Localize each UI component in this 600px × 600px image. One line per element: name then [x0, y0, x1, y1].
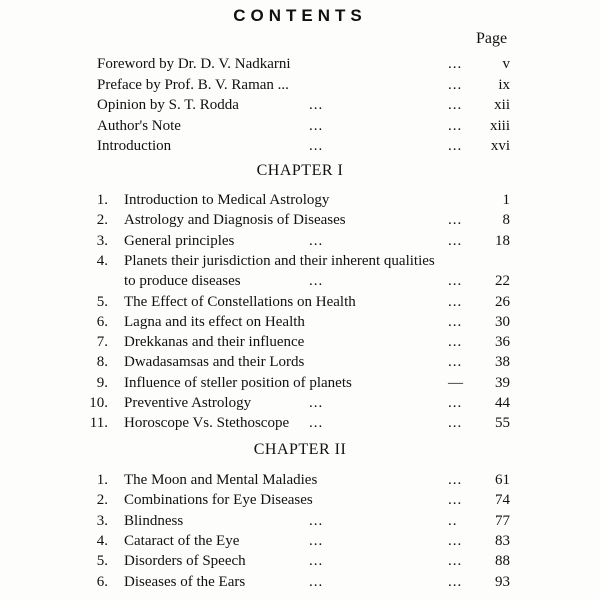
leader-dots: ... — [309, 117, 324, 134]
entry-title: The Moon and Mental Maladies — [124, 472, 318, 488]
page-number: 39 — [495, 374, 510, 391]
entry-title: Diseases of the Ears — [124, 573, 246, 590]
toc-entry — [0, 231, 600, 251]
entry-number: 4. — [96, 252, 108, 269]
entry-number: 8. — [96, 354, 108, 371]
entry-title: Dwadasamsas and their Lords — [124, 354, 305, 371]
entry-title: Astrology and Diagnosis of Diseases — [124, 212, 346, 229]
entry-number: 1. — [96, 192, 108, 208]
entry-title: Foreword by Dr. D. V. Nadkarni — [97, 56, 291, 72]
leader-dots: ... — [448, 273, 463, 290]
entry-title: to produce diseases — [124, 273, 241, 290]
entry-number: 4. — [96, 532, 108, 549]
entry-number: 3. — [96, 512, 108, 529]
leader-dots: ... — [448, 56, 463, 72]
entry-number: 11. — [89, 415, 108, 432]
toc-entry — [0, 210, 600, 230]
toc-entry — [0, 393, 600, 413]
leader-dots: ... — [448, 293, 463, 310]
entry-number: 5. — [96, 293, 108, 310]
entry-title: Drekkanas and their influence — [124, 334, 305, 351]
page-number: 18 — [495, 232, 510, 249]
entry-number: 9. — [96, 374, 108, 391]
page-number: 1 — [502, 192, 510, 208]
entry-title: The Effect of Constellations on Health — [124, 293, 356, 310]
leader-dots: ... — [448, 354, 463, 371]
toc-entry — [0, 413, 600, 433]
leader-dots: ... — [448, 395, 463, 411]
leader-dots: ... — [309, 232, 324, 249]
entry-title: Horoscope Vs. Stethoscope — [124, 415, 290, 432]
page-number: 38 — [495, 354, 510, 371]
leader-dots: ... — [448, 76, 463, 93]
page-number: 93 — [495, 573, 510, 590]
leader-dots: ... — [448, 117, 463, 134]
toc-entry — [0, 572, 600, 592]
entry-title: Opinion by S. T. Rodda — [97, 97, 239, 113]
entry-number: 10. — [89, 395, 108, 411]
entry-number: 2. — [96, 492, 108, 509]
leader-dots: ... — [448, 472, 463, 488]
leader-dots: ... — [309, 553, 324, 570]
entry-title: Preventive Astrology — [124, 395, 252, 411]
leader-dots: ... — [448, 553, 463, 570]
entry-title: Lagna and its effect on Health — [124, 313, 305, 330]
page-number: 44 — [495, 395, 510, 411]
page-number: 61 — [495, 472, 510, 488]
toc-entry — [0, 373, 600, 393]
entry-title: Author's Note — [97, 117, 181, 134]
leader-dots: ... — [309, 395, 324, 411]
leader-dots: ... — [448, 97, 463, 113]
leader-dots: ... — [309, 138, 324, 154]
page-number: 74 — [495, 492, 510, 509]
page-number: xvi — [490, 138, 510, 154]
entry-title: Planets their jurisdiction and their inherent qualities — [124, 252, 435, 269]
toc-entry — [0, 75, 600, 95]
page-number: 55 — [495, 415, 510, 432]
toc-entry — [0, 116, 600, 136]
page-number: xii — [494, 97, 510, 113]
entry-title: Introduction — [97, 138, 172, 154]
toc-entry — [0, 352, 600, 372]
toc-entry — [0, 511, 600, 531]
entry-number: 6. — [96, 573, 108, 590]
toc-entry — [0, 190, 600, 210]
entry-title: Preface by Prof. B. V. Raman ... — [97, 76, 289, 93]
page-number: v — [502, 56, 510, 72]
leader-dots: ... — [448, 532, 463, 549]
toc-entry — [0, 551, 600, 571]
entry-title: General principles — [124, 232, 235, 249]
page-number: 83 — [495, 532, 510, 549]
page-number: 8 — [502, 212, 510, 229]
leader-dots: ... — [309, 97, 324, 113]
leader-dots: ... — [309, 573, 324, 590]
chapter-title: CHAPTER I — [256, 162, 344, 179]
page-number: 30 — [495, 313, 510, 330]
entry-number: 3. — [96, 232, 108, 249]
entry-number: 2. — [96, 212, 108, 229]
leader-dots: ... — [448, 415, 463, 432]
page-number: 36 — [495, 334, 510, 351]
entry-number: 1. — [96, 472, 108, 488]
toc-entry — [0, 136, 600, 156]
entry-title: Blindness — [124, 512, 184, 529]
entry-number: 6. — [96, 313, 108, 330]
leader-dots: ... — [309, 273, 324, 290]
toc-entry — [0, 292, 600, 312]
leader-dots: ... — [448, 232, 463, 249]
leader-dots: ... — [309, 415, 324, 432]
leader-dots: ... — [448, 138, 463, 154]
entry-title: Combinations for Eye Diseases — [124, 492, 313, 509]
chapter-title: CHAPTER II — [253, 441, 347, 458]
toc-entry — [0, 271, 600, 291]
entry-title: Influence of steller position of planets — [124, 374, 352, 391]
toc-entry — [0, 470, 600, 490]
leader-dots: ... — [448, 313, 463, 330]
leader-dots: ... — [448, 573, 463, 590]
entry-title: Disorders of Speech — [124, 553, 246, 570]
page-number: 88 — [495, 553, 510, 570]
leader-dots: .. — [448, 512, 458, 529]
page-number: 77 — [495, 512, 510, 529]
leader-dots: — — [448, 374, 464, 391]
page-number: 26 — [495, 293, 510, 310]
toc-entry — [0, 490, 600, 510]
page-number: xiii — [489, 117, 510, 134]
entry-title: Cataract of the Eye — [124, 532, 240, 549]
page-column-label: Page — [476, 30, 508, 47]
leader-dots: ... — [309, 532, 324, 549]
entry-number: 5. — [96, 553, 108, 570]
toc-entry — [0, 531, 600, 551]
leader-dots: ... — [448, 334, 463, 351]
toc-entry — [0, 332, 600, 352]
leader-dots: ... — [448, 212, 463, 229]
leader-dots: ... — [309, 512, 324, 529]
entry-number: 7. — [96, 334, 108, 351]
toc-entry — [0, 312, 600, 332]
leader-dots: ... — [448, 492, 463, 509]
page-number: ix — [498, 76, 510, 93]
entry-title: Introduction to Medical Astrology — [124, 192, 330, 208]
page-number: 22 — [495, 273, 510, 290]
toc-entry — [0, 54, 600, 74]
toc-entry — [0, 251, 600, 271]
contents-heading: CONTENTS — [233, 6, 367, 25]
toc-entry — [0, 95, 600, 115]
